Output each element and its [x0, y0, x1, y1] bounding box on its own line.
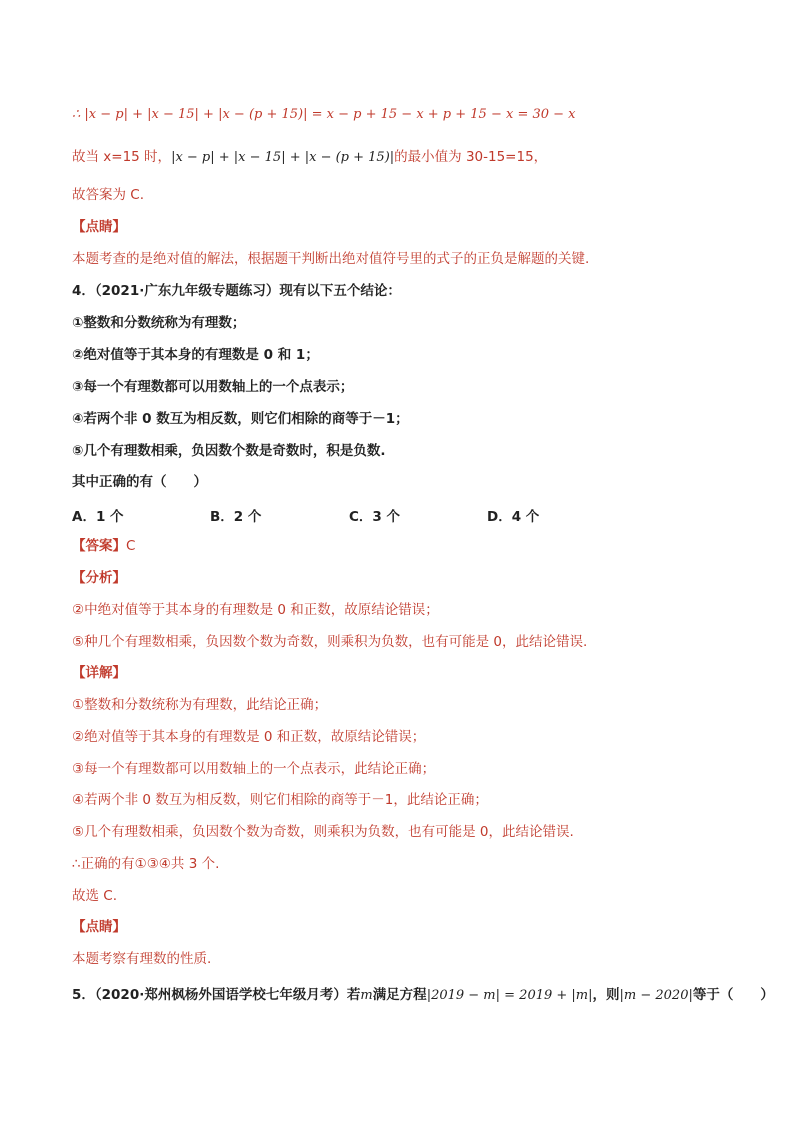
option-c: C．3 个 — [349, 509, 401, 525]
xiangjie-label: 【详解】 — [72, 665, 126, 681]
min-suffix: 的最小值为 30-15=15， — [394, 149, 548, 165]
option-d: D．4 个 — [487, 509, 540, 525]
q4-statement-1: ①整数和分数统称为有理数； — [72, 315, 246, 331]
q5-expr: |m − 2020| — [619, 988, 693, 1003]
answer-label: 【答案】 — [72, 538, 126, 554]
q4-header: 4．（2021·广东九年级专题练习）现有以下五个结论： — [72, 283, 401, 299]
fenxi-label: 【分析】 — [72, 570, 126, 586]
xiangjie-line-4: ④若两个非 0 数互为相反数，则它们相除的商等于－1，此结论正确； — [72, 792, 488, 808]
xiangjie-line-5: ⑤几个有理数相乘，负因数个数为奇数，则乘积为负数，也有可能是 0，此结论错误. — [72, 824, 574, 840]
option-a: A．1 个 — [72, 509, 124, 525]
q5-header — [72, 986, 774, 1005]
therefore-formula: ∴ |x − p| + |x − 15| + |x − (p + 15)| = x − p + 15 − x + p + 15 − x = 30 − x — [72, 107, 576, 122]
q4-statement-3: ③每一个有理数都可以用数轴上的一个点表示； — [72, 379, 354, 395]
conclusion-line: ∴正确的有①③④共 3 个. — [72, 856, 220, 872]
q5-equation: |2019 − m| = 2019 + |m| — [426, 988, 593, 1003]
xiangjie-line-2: ②绝对值等于其本身的有理数是 0 和正数，故原结论错误； — [72, 729, 426, 745]
xiangjie-line-3: ③每一个有理数都可以用数轴上的一个点表示，此结论正确； — [72, 761, 436, 777]
q4-statement-2: ②绝对值等于其本身的有理数是 0 和 1； — [72, 347, 319, 363]
min-prefix: 故当 x=15 时， — [72, 149, 172, 165]
option-b: B．2 个 — [210, 509, 262, 525]
q5-prefix: 5．（2020·郑州枫杨外国语学校七年级月考）若 — [72, 987, 361, 1003]
answer-row — [72, 537, 135, 555]
choice-line: 故选 C. — [72, 888, 118, 904]
q5-then: ，则 — [592, 987, 620, 1003]
xiangjie-line-1: ①整数和分数统称为有理数，此结论正确； — [72, 697, 328, 713]
dianjing-label-q4: 【点睛】 — [72, 919, 126, 935]
q5-var-m: m — [360, 988, 373, 1003]
fenxi-line-2: ⑤种几个有理数相乘，负因数个数为奇数，则乘积为负数，也有可能是 0，此结论错误. — [72, 634, 588, 650]
q5-suffix: 等于（ ） — [692, 987, 774, 1003]
dianjing-text-top: 本题考查的是绝对值的解法，根据题干判断出绝对值符号里的式子的正负是解题的关键. — [72, 251, 590, 267]
min-formula: |x − p| + |x − 15| + |x − (p + 15)| — [171, 150, 395, 165]
dianjing-text-q4: 本题考察有理数的性质. — [72, 951, 212, 967]
q4-prompt: 其中正确的有（ ） — [72, 474, 207, 490]
q4-statement-5: ⑤几个有理数相乘，负因数个数是奇数时，积是负数. — [72, 443, 386, 459]
q4-statement-4: ④若两个非 0 数互为相反数，则它们相除的商等于－1； — [72, 411, 409, 427]
q5-middle: 满足方程 — [372, 987, 427, 1003]
answer-value: C — [126, 538, 136, 554]
dianjing-label-top: 【点睛】 — [72, 219, 126, 235]
minimum-value-line — [72, 148, 547, 167]
answer-line: 故答案为 C. — [72, 187, 145, 203]
fenxi-line-1: ②中绝对值等于其本身的有理数是 0 和正数，故原结论错误； — [72, 602, 439, 618]
